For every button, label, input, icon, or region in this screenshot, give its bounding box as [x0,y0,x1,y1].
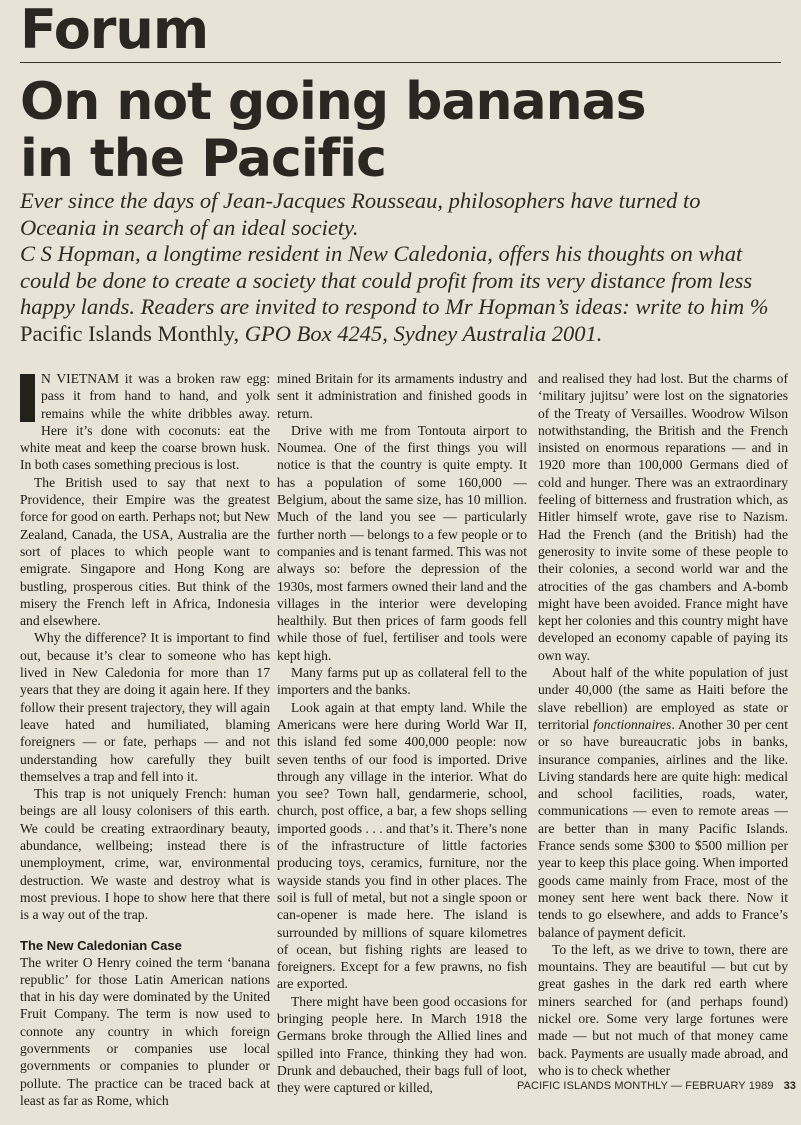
italic-term: fonctionnaires [593,716,672,732]
article-headline [20,74,790,188]
body-column-3 [538,370,788,1079]
standfirst-text: C S Hopman, a longtime resident in New Caledonia, offers his thoughts on what could be done to create a society that could profit from its very distance from less happy lands. Readers are invited to respond to Mr Hopman’s ideas: write to him % [20,241,769,319]
headline-line-1: On not going bananas [20,72,646,132]
body-column-2 [277,370,527,1096]
running-footer: PACIFIC ISLANDS MONTHLY — FEBRUARY 1989 [517,1080,774,1092]
paragraph [538,664,788,941]
paragraph: The British used to say that next to Providence, their Empire was the greatest force for good on earth. Perhaps not; but New Zealand, Canada, the USA, Australia are the sort of places to which people want to emigrate. Singapore and Hong Kong are bustling, prosperous cities. But think of the misery the French left in Africa, Indonesia and elsewhere. [20,474,270,629]
headline-line-2: in the Pacific [20,129,386,189]
paragraph: Many farms put up as collateral fell to the importers and the banks. [277,665,527,698]
publication-name: Pacific Islands Monthly, [20,320,240,346]
paragraph: and realised they had lost. But the charms of ‘military jujitsu’ were lost on the signatories of the Treaty of Versailles. Woodrow Wilson notwithstanding, the British and the French insisted on enormous reparations — and in 1920 more than 100,000 Germans died of cold and hunger. There was an extraordinary feeling of bitterness and frustration which, as Hitler himself wrote, gave rise to Nazism. Had the French (and the British) had the generosity to invite some of these people to their colonies, a second world war and the atrocities of the gas chambers and A-bomb might have been avoided. France might have kept her colonies and this country might have developed an economy capable of paying its own way. [538,371,788,663]
paragraph: This trap is not uniquely French: human beings are all lousy colonisers of this earth. We could be creating extraordinary beauty, abundance, wellbeing; instead there is unemployment, crime, war, environmental destruction. We waste and destroy what is most previous. I hope to show here that there is a way out of the trap. [20,786,270,923]
section-label: Forum [20,0,209,61]
paragraph-text: About half of the white population of just under 40,000 (the same as Haiti before the slave rebellion) are employed as state or territorial [538,665,788,732]
paragraph-text: N VIETNAM it was a broken raw egg: pass it from hand to hand, and yolk remains while the white dribbles away. Here it’s done with coconuts: eat the white meat and keep the coarse brown husk. In both cases something precious is lost. [20,371,270,473]
drop-cap [20,374,35,422]
page-number: 33 [783,1080,797,1092]
standfirst [20,188,780,347]
paragraph: There might have been good occasions for bringing people here. In March 1918 the Germans broke through the Allied lines and spilled into France, thinking they had won. Drunk and debauched, their bags full of loot, they were captured or killed, [277,993,527,1096]
paragraph: The writer O Henry coined the term ‘banana republic’ for those Latin American nations that in his day were dominated by the United Fruit Company. The term is now used to connote any country in which foreign governments or companies use local governments or companies to plunder or pollute. The practice can be traced back at least as far as Rome, which [20,954,270,1108]
subheading: The New Caledonian Case [20,937,182,953]
paragraph: mined Britain for its armaments industry and sent it administration and finished goods in return. [277,371,527,421]
paragraph: Drive with me from Tontouta airport to Noumea. One of the first things you will notice is that the country is quite empty. It has a population of some 160,000 — Belgium, about the same size, has 10 million. Much of the land you see — particularly further north — belongs to a few people or to companies and is tenant farmed. This was not always so: before the depression of the 1930s, most farmers owned their land and the villages in the interior were developing healthily. But then prices of farm goods fell while those of fuel, fertiliser and tools were kept high. [277,422,527,663]
standfirst-intro: Ever since the days of Jean-Jacques Rousseau, philosophers have turned to Oceania in search of an ideal society. [20,188,701,240]
body-column-1 [20,370,270,1109]
paragraph: To the left, as we drive to town, there are mountains. They are beautiful — but cut by great gashes in the dark red earth where miners searched for (and perhaps found) nickel ore. Some very large fortunes were made — but not much of that money came back. Payments are usually made abroad, and who is to check whether [538,941,788,1078]
paragraph: Look again at that empty land. While the Americans were here during World War II, this island fed some 400,000 people: now seven tenths of our food is imported. Drive through any village in the interior. What do you see? Town hall, gendarmerie, school, church, post office, a bar, a few shops selling imported goods . . . and that’s it. There’s none of the infrastructure of little factories producing toys, ceramics, furniture, nor the wayside stands you find in other places. The soil is full of metal, but not a single spoon or can-opener is made here. The island is surrounded by millions of square kilometres of ocean, but fishing rights are leased to foreigners. Except for a few prawns, no fish are exported. [277,699,527,992]
paragraph-text: . Another 30 per cent or so have bureaucratic jobs in banks, insurance companies, airlines and the like. Living standards here are quite high: medical and school facilities, roads, water, communications — even to remote areas — are better than in many Pacific Islands. France sends some $300 to $500 million per year to keep this place going. When imported goods came mainly from Frace, most of the money sent here went back there. Now it tends to go elsewhere, and adds to France’s balance of payment deficit. [538,716,788,940]
page-footer [517,1080,796,1092]
opening-paragraph [20,370,270,474]
section-rule [20,62,781,63]
standfirst-author-note [20,241,780,347]
paragraph: Why the difference? It is important to find out, because it’s clear to someone who has lived in New Caledonia for more than 17 years that they are doing it again here. If they follow their present trajectory, they will again leave hated and humiliated, blaming foreigners — or fate, perhaps — and not understanding how carefully they built themselves a trap and fell into it. [20,630,270,784]
standfirst-address: GPO Box 4245, Sydney Australia 2001. [239,320,603,346]
